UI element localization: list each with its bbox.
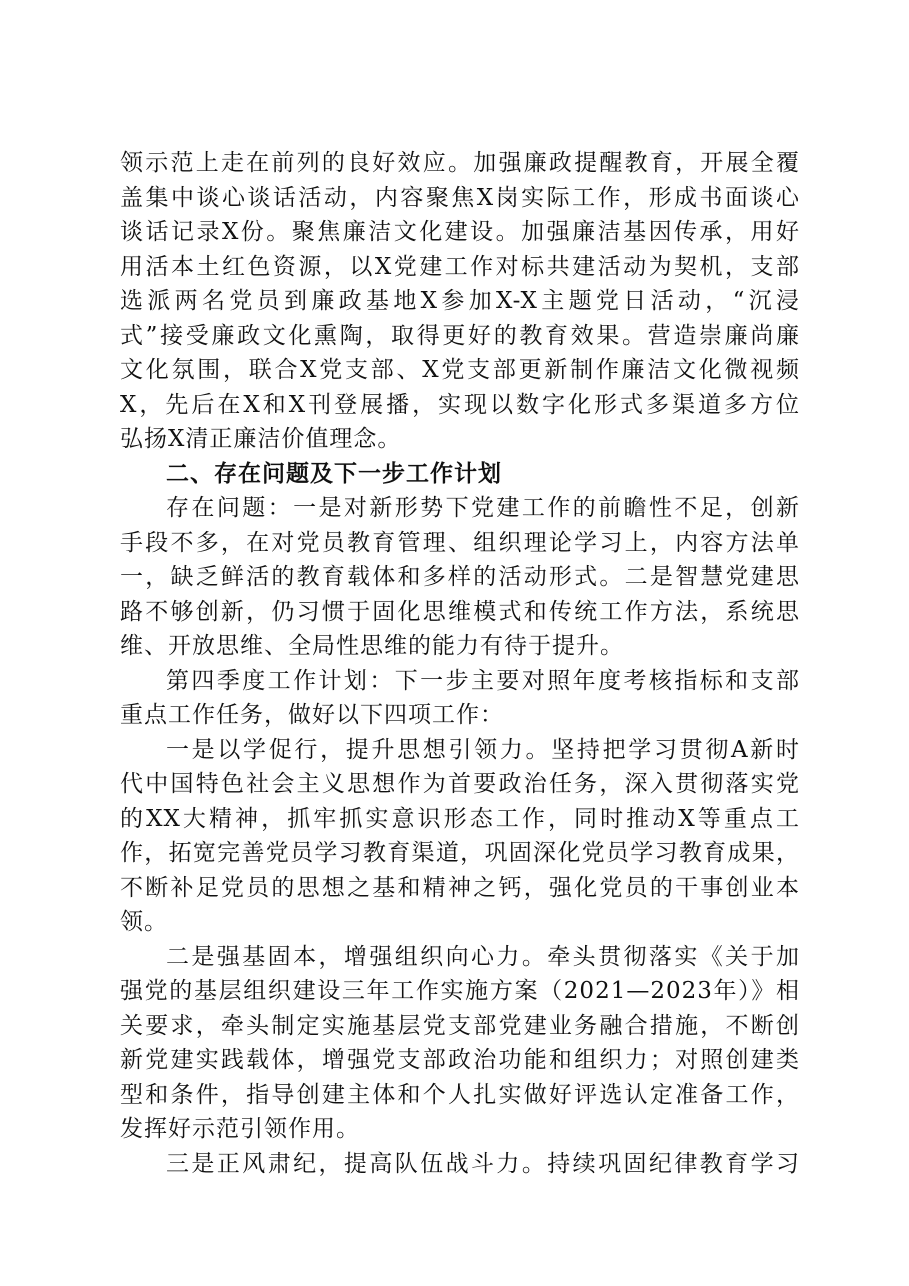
text-line: 手段不多，在对党员教育管理、组织理论学习上，内容方法单 bbox=[120, 529, 800, 556]
text-line: 弘扬X清正廉洁价值理念。 bbox=[120, 426, 402, 452]
text-line: 代中国特色社会主义思想作为首要政治任务，深入贯彻落实党 bbox=[120, 771, 800, 797]
text-line: 领。 bbox=[120, 909, 168, 935]
text-line: 二是强基固本，增强组织向心力。牵头贯彻落实《关于加 bbox=[166, 943, 800, 970]
text-line: 发挥好示范引领作用。 bbox=[120, 1116, 360, 1142]
text-line: X，先后在X和X刊登展播，实现以数字化形式多渠道多方位 bbox=[120, 391, 800, 418]
text-line: 维、开放思维、全局性思维的能力有待于提升。 bbox=[120, 633, 624, 659]
text-line: 新党建实践载体，增强党支部政治功能和组织力；对照创建类 bbox=[120, 1047, 800, 1073]
text-line: 选派两名党员到廉政基地X参加X-X主题党日活动，“沉浸 bbox=[120, 288, 800, 314]
section-heading: 二、存在问题及下一步工作计划 bbox=[166, 460, 502, 487]
text-line: 一，缺乏鲜活的教育载体和多样的活动形式。二是智慧党建思 bbox=[120, 564, 800, 590]
paragraph-q4-plan bbox=[120, 664, 800, 733]
text-line: 领示范上走在前列的良好效应。加强廉政提醒教育，开展全覆 bbox=[120, 150, 800, 176]
document-body bbox=[120, 146, 800, 1181]
text-line: 式”接受廉政文化熏陶，取得更好的教育效果。营造崇廉尚廉 bbox=[120, 322, 800, 349]
text-line: 不断补足党员的思想之基和精神之钙，强化党员的干事创业本 bbox=[120, 874, 800, 901]
text-line: 一是以学促行，提升思想引领力。坚持把学习贯彻A新时 bbox=[166, 736, 800, 763]
text-line: 用活本土红色资源，以X党建工作对标共建活动为契机，支部 bbox=[120, 253, 800, 280]
paragraph-existing-problems bbox=[120, 491, 800, 664]
text-line: 谈话记录X份。聚焦廉洁文化建设。加强廉洁基因传承，用好 bbox=[120, 219, 800, 245]
text-line: 文化氛围，联合X党支部、X党支部更新制作廉洁文化微视频 bbox=[120, 357, 800, 383]
text-line: 重点工作任务，做好以下四项工作： bbox=[120, 702, 504, 728]
text-line: 盖集中谈心谈话活动，内容聚焦X岗实际工作，形成书面谈心 bbox=[120, 184, 800, 211]
paragraph-integrity-education bbox=[120, 146, 800, 457]
text-line: 的XX大精神，抓牢抓实意识形态工作，同时推动X等重点工 bbox=[120, 805, 800, 832]
paragraph-plan-item-2 bbox=[120, 940, 800, 1147]
paragraph-plan-item-3 bbox=[120, 1147, 800, 1182]
paragraph-plan-item-1 bbox=[120, 733, 800, 940]
text-line: 存在问题：一是对新形势下党建工作的前瞻性不足，创新 bbox=[166, 495, 800, 521]
text-line: 路不够创新，仍习惯于固化思维模式和传统工作方法，系统思 bbox=[120, 598, 800, 625]
text-line: 强党的基层组织建设三年工作实施方案（2021—2023年）》相 bbox=[120, 978, 800, 1004]
text-line: 三是正风肃纪，提高队伍战斗力。持续巩固纪律教育学习 bbox=[166, 1150, 800, 1177]
text-line: 作，拓宽完善党员学习教育渠道，巩固深化党员学习教育成果， bbox=[120, 840, 800, 866]
text-line: 第四季度工作计划：下一步主要对照年度考核指标和支部 bbox=[166, 667, 800, 694]
text-line: 型和条件，指导创建主体和个人扎实做好评选认定准备工作， bbox=[120, 1081, 800, 1108]
text-line: 关要求，牵头制定实施基层党支部党建业务融合措施，不断创 bbox=[120, 1012, 800, 1039]
